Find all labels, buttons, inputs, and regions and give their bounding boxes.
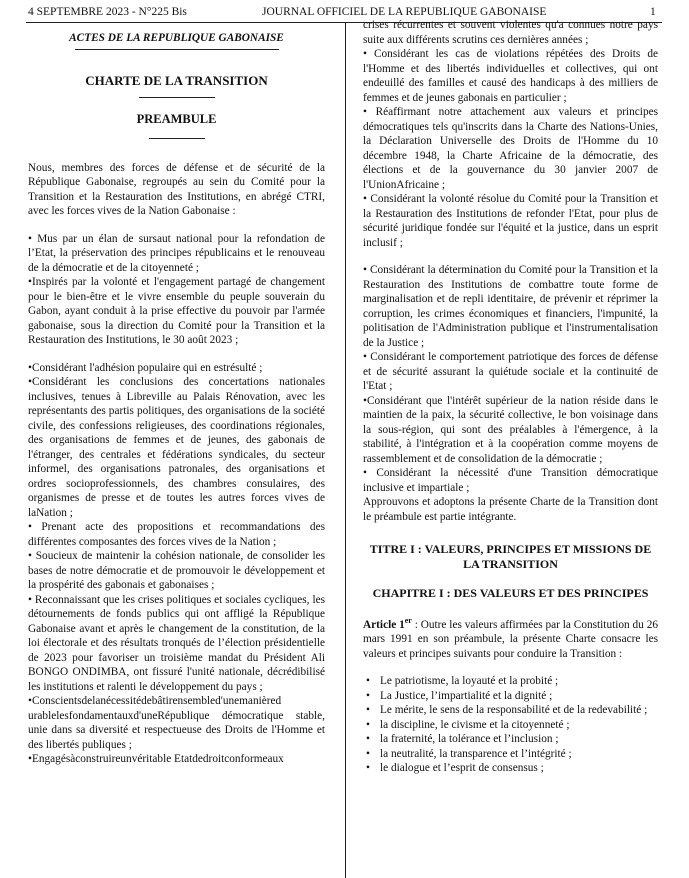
preamble-paragraph: •Inspirés par la volonté et l'engagement partagé de changement pour le bien-être et le vivre ensemble du peuple souverain du Gabon, ayant conduit à la prise effective du pouvoir par l'armée gabonaise, sous la direction du Comité pour la Transition et la Restauration des Institutions, le 30 août 2023 ; [28, 276, 325, 346]
list-item: • le dialogue et l’esprit de consensus ; [363, 761, 658, 776]
chapitre-heading: CHAPITRE I : DES VALEURS ET DES PRINCIPES [372, 586, 649, 600]
charte-title: CHARTE DE LA TRANSITION [85, 72, 268, 88]
preamble-paragraph: • Considérant la détermination du Comité pour la Transition et la Restauration des Institutions de combattre toute forme de marginalisation et de repli identitaire, de prévenir et réprimer la corruption, les crimes économiques et financiers, l'impunité, la politisation de l'Administration publique et l'instrumentalisation de la Justice ; [363, 264, 658, 349]
preamble-paragraph: •Considérant les conclusions des concertations nationales inclusives, tenues à Libreville au Palais Rénovation, avec les représentants des partis politiques, des organisations de la société civile, des confessions religieuses, des coordinations régionales, des organisations de femmes et de jeunes, des gabonais de l'étranger, des centrales et fédérations syndicales, du secteur informel, des organisations patronales, des organisations et ordres socioprofessionnels, des chambres consulaires, des organismes de presse et de toutes les autres forces vives de laNation ; [28, 376, 325, 519]
preamble-paragraph: • Soucieux de maintenir la cohésion nationale, de consolider les bases de notre démocratie et de promouvoir le développement et la prospérité des gabonais et gabonaises ; [28, 550, 325, 591]
list-item: • la neutralité, la transparence et l’intégrité ; [363, 747, 658, 762]
charte-underline [139, 97, 215, 98]
list-item: • la fraternité, la tolérance et l’inclusion ; [363, 732, 658, 747]
list-item: • Le patriotisme, la loyauté et la probité ; [363, 674, 658, 689]
article-sup: er [404, 616, 412, 625]
page-number: 1 [650, 6, 656, 18]
preamble-paragraph: • Considérant la nécessité d'une Transition démocratique inclusive et impartiale ; [363, 467, 658, 494]
column-divider [345, 22, 346, 878]
preamble-title: PREAMBULE [136, 112, 217, 126]
preamble-paragraph: •Considérant que l'intérêt supérieur de la nation réside dans le maintien de la paix, la sécurité collective, le bon voisinage dans la sous-région, qui sont des préalables à l'émergence, à la stabilité, à l'intégration et à la coopération comme moyens de rassemblement et de consolidation de la démocratie ; [363, 394, 658, 465]
preamble-paragraph: •Considérant l'adhésion populaire qui en estrésulté ; [28, 361, 263, 374]
preamble-paragraph: crises récurrentes et souvent violentes qu'a connues notre pays suite aux différents scrutins ces dernières années ; [363, 19, 658, 46]
list-item: • Le mérite, le sens de la responsabilité et de la redevabilité ; [363, 703, 658, 718]
article-text: : Outre les valeurs affirmées par la Constitution du 26 mars 1991 en son préambule, la présente Charte consacre les valeurs et principes suivants pour conduire la Transition : [363, 618, 658, 660]
list-item: • la discipline, le civisme et la citoyenneté ; [363, 718, 658, 733]
preamble-paragraph: • Considérant la volonté résolue du Comité pour la Transition et la Restauration des Institutions de refonder l'Etat, pour plus de sécurité juridique fondée sur l'équité et la justice, dans un esprit inclusif ; [363, 193, 658, 249]
preamble-paragraph: • Prenant acte des propositions et recommandations des différentes composantes des forces vives de la Nation ; [28, 521, 325, 548]
left-column [28, 26, 325, 767]
issue-date: 4 SEPTEMBRE 2023 - N°225 Bis [28, 6, 187, 18]
preamble-paragraph: • Mus par un élan de sursaut national pour la refondation de l’Etat, la préservation des principes républicains et le renouveau de la démocratie et de la citoyenneté ; [28, 232, 325, 274]
article-label: Article 1 [363, 618, 405, 631]
preamble-paragraph: •Engagésàconstruireunvéritable Etatdedroitconformeaux [28, 753, 284, 765]
preamble-paragraph: • Réaffirmant notre attachement aux valeurs et principes démocratiques tels qu'inscrits dans la Charte des Nations-Unies, la Déclaration Universelle des Droits de l'Homme du 10 décembre 1948, la Charte Africaine de la démocratie, des élections et de la gouvernance du 30 janvier 2007 de l'UnionAfricaine ; [363, 106, 658, 191]
acts-underline [75, 49, 279, 50]
preamble-intro: Nous, membres des forces de défense et de sécurité de la République Gabonaise, regroupés au sein du Comité pour la Transition et la Restauration des Institutions, en abrégé CTRI, avec les forces vives de la Nation Gabonaise : [28, 161, 325, 217]
preamble-paragraph: • Considérant le comportement patriotique des forces de défense et de sécurité assurant la quiétude sociale et la continuité de l'Etat ; [363, 351, 658, 392]
preamble-paragraph: • Reconnaissant que les crises politiques et sociales cycliques, les détournements de fonds publics qui ont affligé la République Gabonaise avant et après le changement de la constitution, de la loi électorale et des résultats tronqués de l’élection présidentielle de 2023 pour favoriser un troisième mandat du Président Ali BONGO ONDIMBA, ont fissuré l'unité nationale, décrédibilisé les institutions et ralenti le développement du pays ; [28, 593, 325, 693]
preamble-underline [149, 138, 205, 139]
list-item: • La Justice, l’impartialité et la dignité ; [363, 689, 658, 704]
preamble-paragraph: • Considérant les cas de violations répétées des Droits de l'Homme et des libertés individuelles et collectives, qui ont endeuillé des familles et causé des handicaps à des milliers de femmes et de jeunes gabonais en particulier ; [363, 48, 658, 104]
acts-heading: ACTES DE LA REPUBLIQUE GABONAISE [69, 32, 284, 44]
values-list [363, 674, 658, 776]
journal-title: JOURNAL OFFICIEL DE LA REPUBLIQUE GABONAISE [262, 6, 547, 18]
adoption-statement: Approuvons et adoptons la présente Charte de la Transition dont le préambule est partie intégrante. [363, 496, 658, 523]
article-1 [363, 614, 658, 661]
right-column [363, 18, 658, 776]
titre-heading: TITRE I : VALEURS, PRINCIPES ET MISSIONS DE LA TRANSITION [369, 542, 652, 571]
preamble-paragraph: •Conscientsdelanécessitédebâtirensembled'unemanièred urablelesfondamentauxd'uneRépublique démocratique stable, unie dans sa diversité et respectueuse des Droits de l'Homme et des libertés publiques ; [28, 695, 325, 751]
